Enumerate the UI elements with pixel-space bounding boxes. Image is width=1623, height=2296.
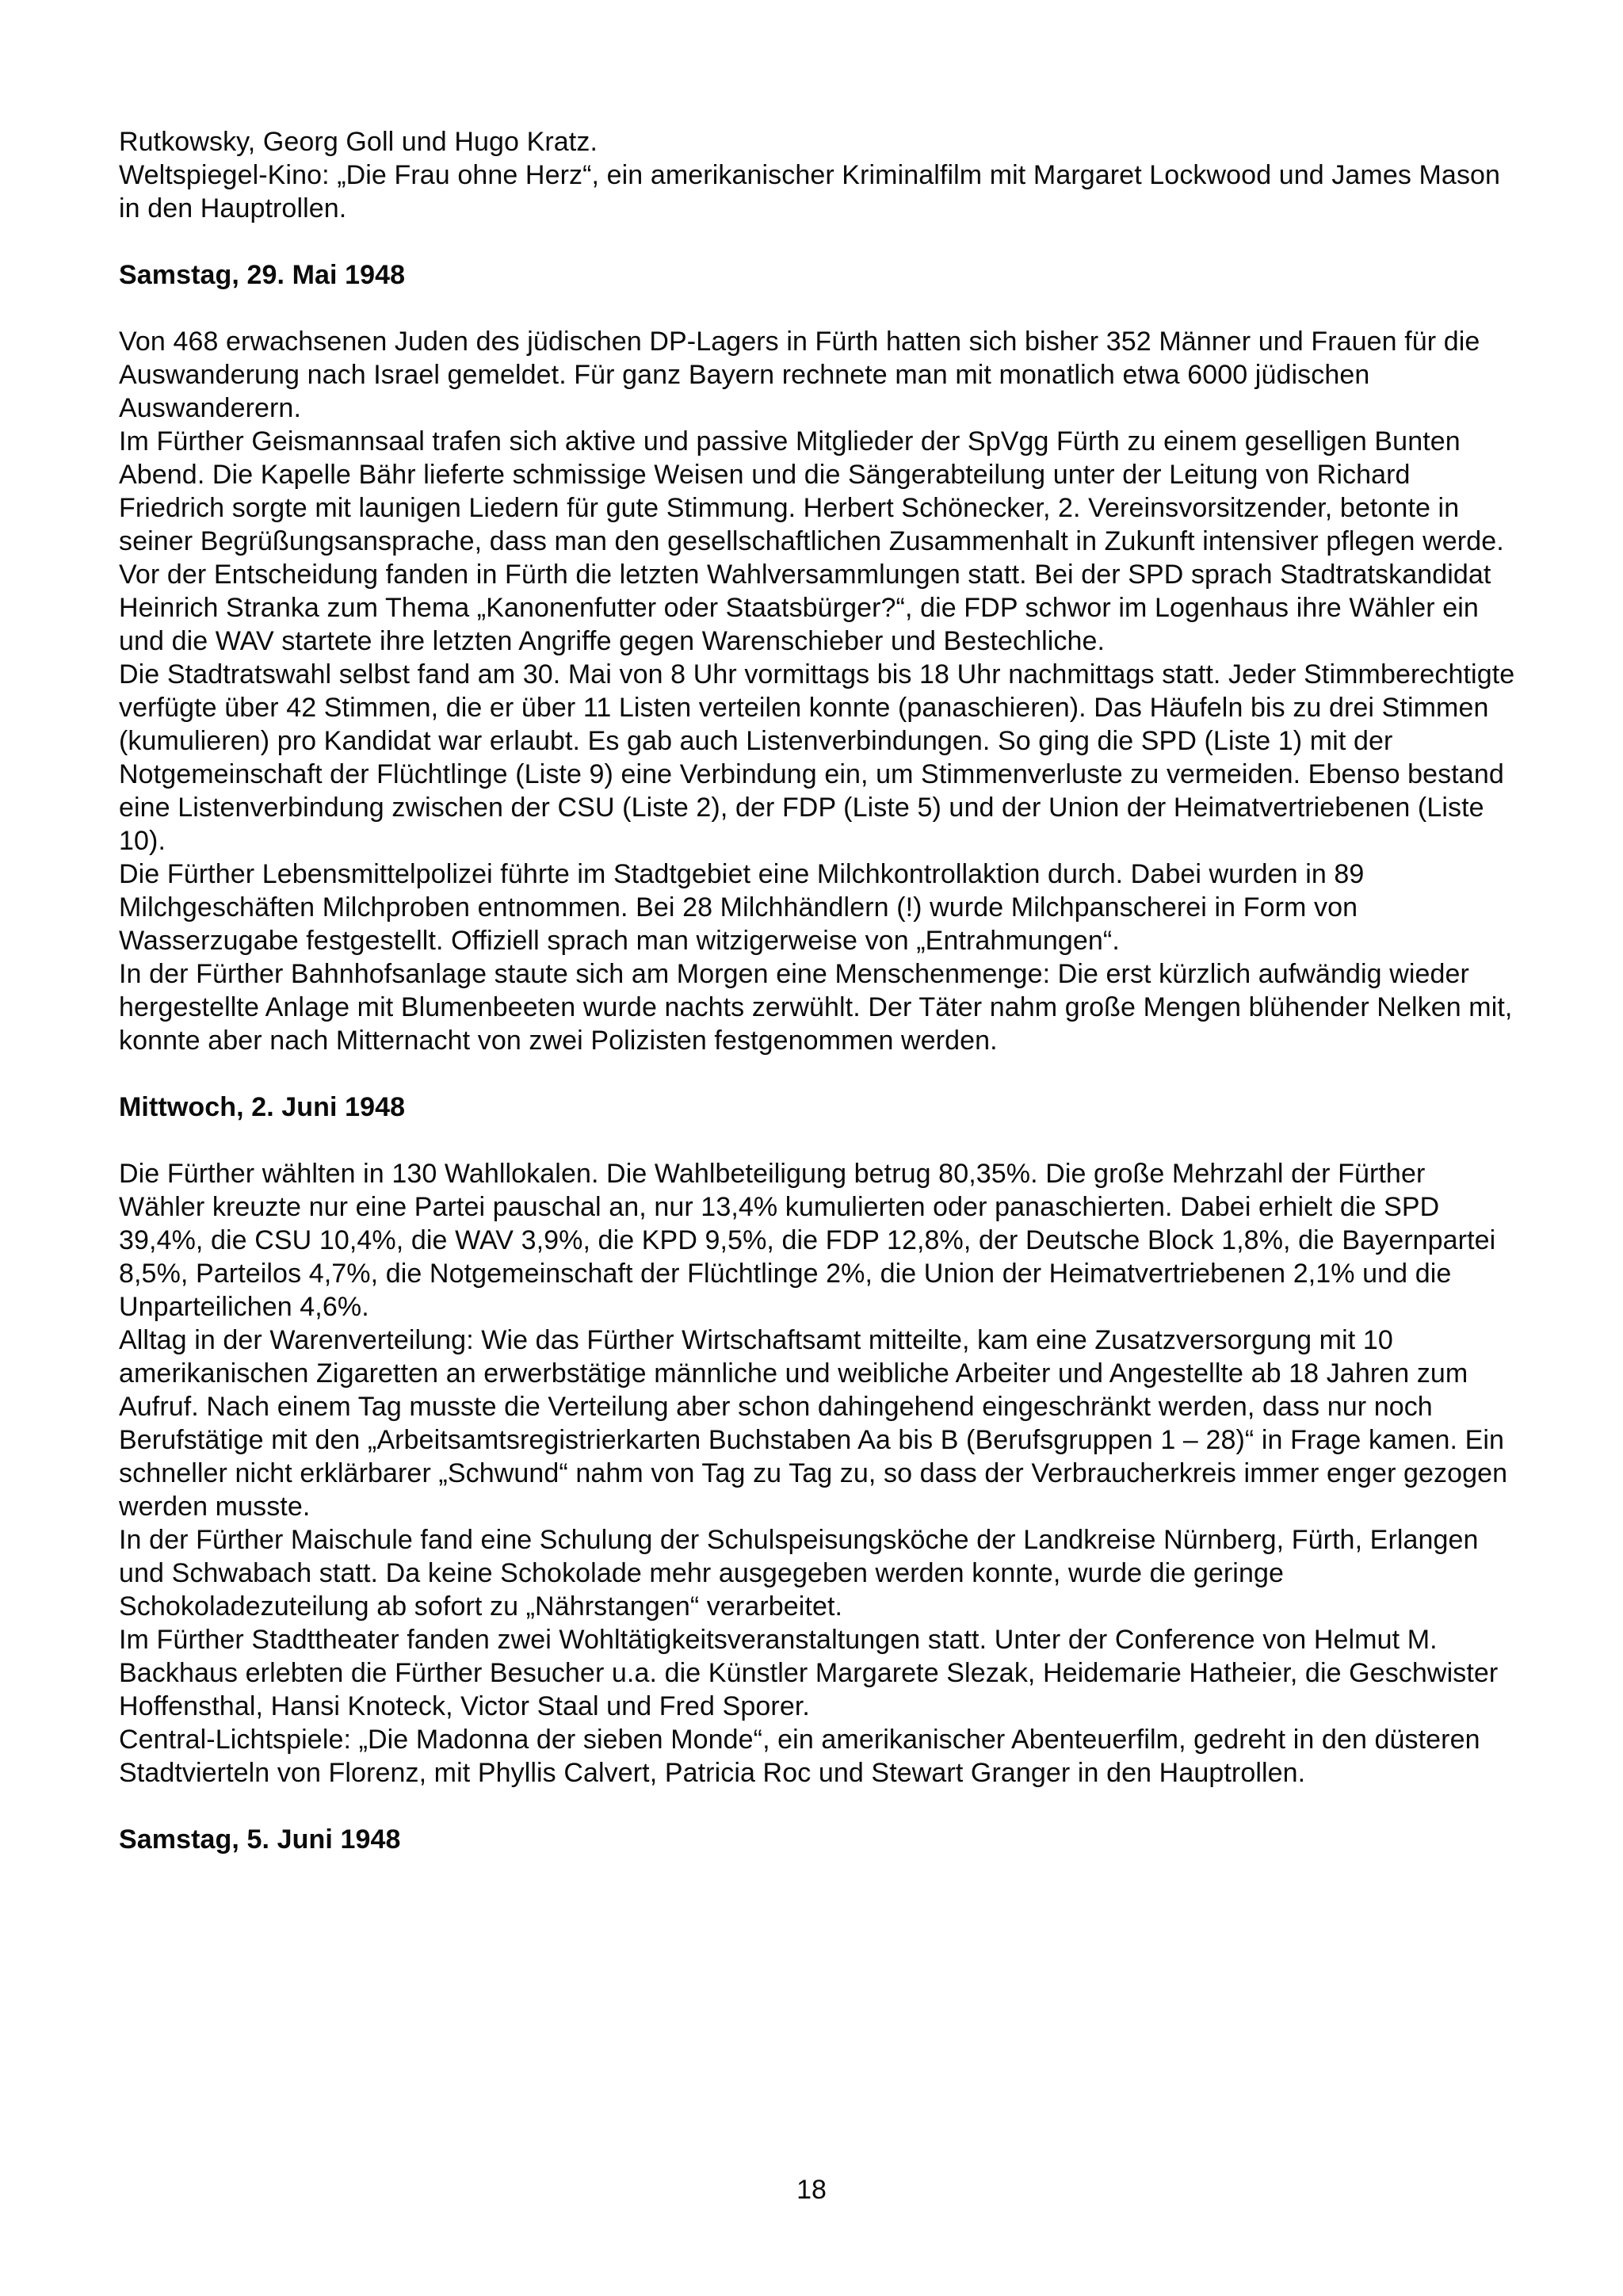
page-number: 18 <box>796 2175 827 2205</box>
paragraph: In der Fürther Maischule fand eine Schulung der Schulspeisungsköche der Landkreise Nürnberg, Fürth, Erlangen und Schwabach statt. Da keine Schokolade mehr ausgegeben werden konnte, wurde die geringe Schokoladezuteilung ab sofort zu „Nährstangen“ verarbeitet. <box>119 1525 1479 1622</box>
paragraph: Central-Lichtspiele: „Die Madonna der sieben Monde“, ein amerikanischer Abenteuerfilm, gedreht in den düsteren Stadtvierteln von Florenz, mit Phyllis Calvert, Patricia Roc und Stewart Granger in den Hauptrollen. <box>119 1725 1480 1788</box>
paragraph: Von 468 erwachsenen Juden des jüdischen DP-Lagers in Fürth hatten sich bisher 352 Männer und Frauen für die Auswanderung nach Israel gemeldet. Für ganz Bayern rechnete man mit monatlich etwa 6000 jüdischen Auswanderern. <box>119 327 1480 423</box>
section-heading: Samstag, 5. Juni 1948 <box>119 1824 401 1855</box>
paragraph: Die Stadtratswahl selbst fand am 30. Mai von 8 Uhr vormittags bis 18 Uhr nachmittags statt. Jeder Stimmberechtigte verfügte über 42 Stimmen, die er über 11 Listen verteilen konnte (panaschieren). Das Häufeln bis zu drei Stimmen (kumulieren) pro Kandidat war erlaubt. Es gab auch Listenverbindungen. So ging die SPD (Liste 1) mit der Notgemeinschaft der Flüchtlinge (Liste 9) eine Verbindung ein, um Stimmenverluste zu vermeiden. Ebenso bestand eine Listenverbindung zwischen der CSU (Liste 2), der FDP (Liste 5) und der Union der Heimatvertriebenen (Liste 10). <box>119 659 1515 856</box>
section-heading: Samstag, 29. Mai 1948 <box>119 260 406 290</box>
paragraph: Rutkowsky, Georg Goll und Hugo Kratz. <box>119 127 598 157</box>
paragraph: Im Fürther Stadttheater fanden zwei Wohltätigkeitsveranstaltungen statt. Unter der Conference von Helmut M. Backhaus erlebten die Fürther Besucher u.a. die Künstler Margarete Slezak, Heidemarie Hatheier, die Geschwister Hoffensthal, Hansi Knoteck, Victor Staal und Fred Sporer. <box>119 1625 1499 1721</box>
paragraph: Die Fürther Lebensmittelpolizei führte im Stadtgebiet eine Milchkontrollaktion durch. Dabei wurden in 89 Milchgeschäften Milchproben entnommen. Bei 28 Milchhändlern (!) wurde Milchpanscherei in Form von Wasserzugabe festgestellt. Offiziell sprach man witzigerweise von „Entrahmungen“. <box>119 859 1365 956</box>
paragraph: Im Fürther Geismannsaal trafen sich aktive und passive Mitglieder der SpVgg Fürth zu einem geselligen Bunten Abend. Die Kapelle Bähr lieferte schmissige Weisen und die Sängerabteilung unter der Leitung von Richard Friedrich sorgte mit launigen Liedern für gute Stimmung. Herbert Schönecker, 2. Vereinsvorsitzender, betonte in seiner Begrüßungsansprache, dass man den gesellschaftlichen Zusammenhalt in Zukunft intensiver pflegen werde. <box>119 426 1504 556</box>
document-body <box>119 125 1518 1889</box>
paragraph: In der Fürther Bahnhofsanlage staute sich am Morgen eine Menschenmenge: Die erst kürzlich aufwändig wieder hergestellte Anlage mit Blumenbeeten wurde nachts zerwühlt. Der Täter nahm große Mengen blühender Nelken mit, konnte aber nach Mitternacht von zwei Polizisten festgenommen werden. <box>119 959 1513 1056</box>
section-heading: Mittwoch, 2. Juni 1948 <box>119 1092 406 1122</box>
paragraph: Weltspiegel-Kino: „Die Frau ohne Herz“, ein amerikanischer Kriminalfilm mit Margaret Lockwood und James Mason in den Hauptrollen. <box>119 160 1501 223</box>
paragraph: Vor der Entscheidung fanden in Fürth die letzten Wahlversammlungen statt. Bei der SPD sprach Stadtratskandidat Heinrich Stranka zum Thema „Kanonenfutter oder Staatsbürger?“, die FDP schwor im Logenhaus ihre Wähler ein und die WAV startete ihre letzten Angriffe gegen Warenschieber und Bestechliche. <box>119 560 1491 656</box>
paragraph: Die Fürther wählten in 130 Wahllokalen. Die Wahlbeteiligung betrug 80,35%. Die große Mehrzahl der Fürther Wähler kreuzte nur eine Partei pauschal an, nur 13,4% kumulierten oder panaschierten. Dabei erhielt die SPD 39,4%, die CSU 10,4%, die WAV 3,9%, die KPD 9,5%, die FDP 12,8%, der Deutsche Block 1,8%, die Bayernpartei 8,5%, Parteilos 4,7%, die Notgemeinschaft der Flüchtlinge 2%, die Union der Heimatvertriebenen 2,1% und die Unparteilichen 4,6%. <box>119 1159 1496 1322</box>
paragraph: Alltag in der Warenverteilung: Wie das Fürther Wirtschaftsamt mitteilte, kam eine Zusatzversorgung mit 10 amerikanischen Zigaretten an erwerbstätige männliche und weibliche Arbeiter und Angestellte ab 18 Jahren zum Aufruf. Nach einem Tag musste die Verteilung aber schon dahingehend eingeschränkt werden, dass nur noch Berufstätige mit den „Arbeitsamtsregistrierkarten Buchstaben Aa bis B (Berufsgruppen 1 – 28)“ in Frage kamen. Ein schneller nicht erklärbarer „Schwund“ nahm von Tag zu Tag zu, so dass der Verbraucherkreis immer enger gezogen werden musste. <box>119 1325 1508 1522</box>
